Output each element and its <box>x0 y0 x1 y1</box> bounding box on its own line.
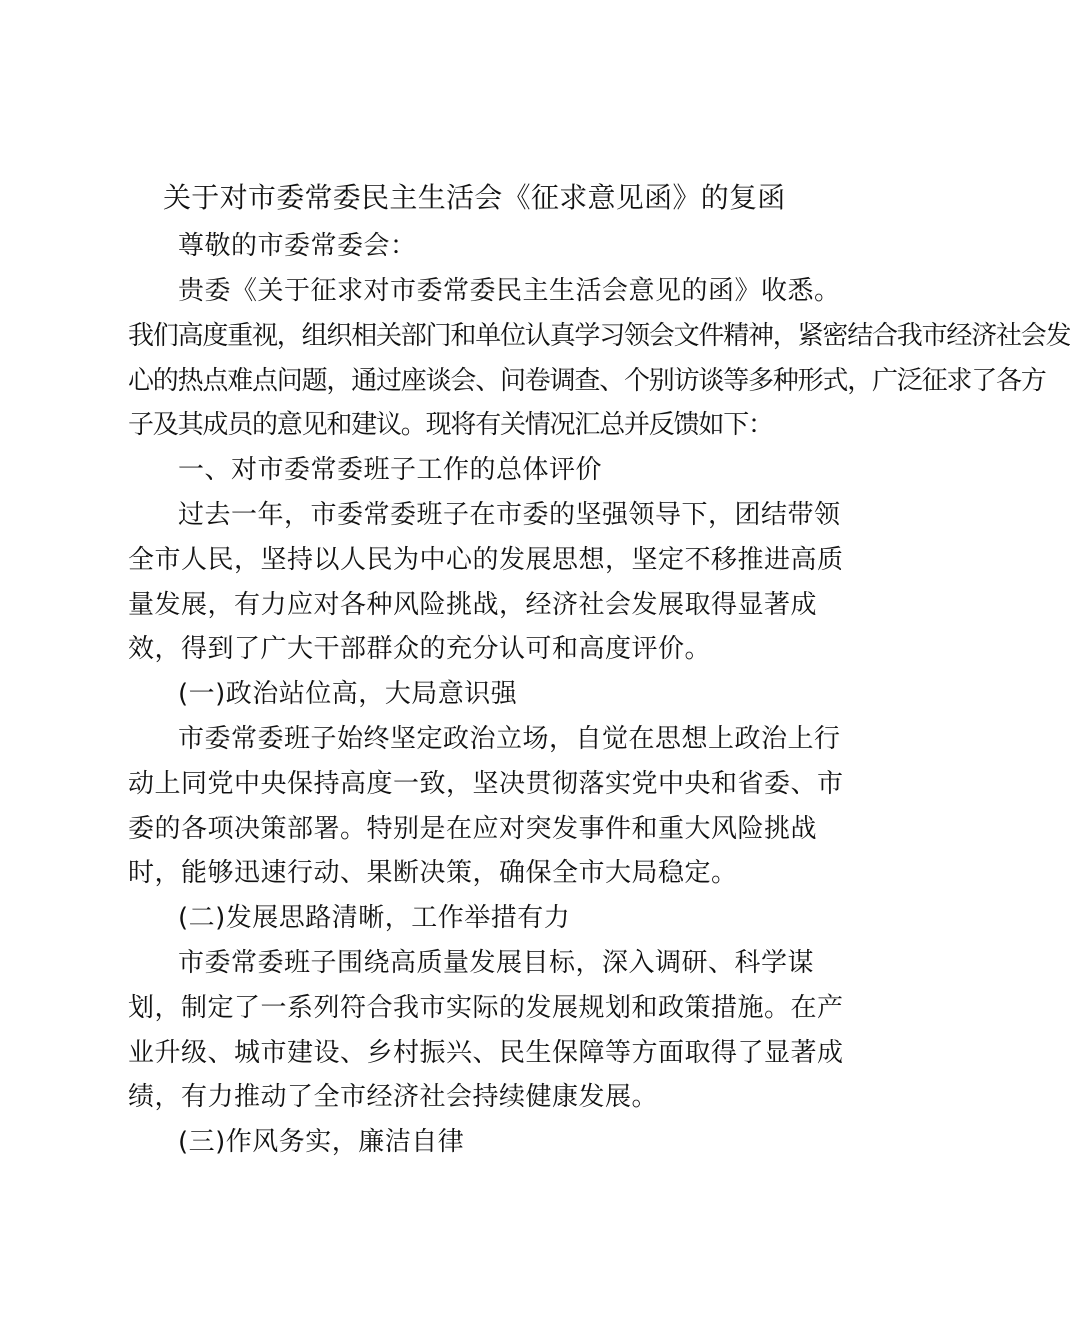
document-title: 关于对市委常委民主生活会《征求意见函》的复函 <box>163 181 786 214</box>
paragraph-line: 动上同党中央保持高度一致，坚决贯彻落实党中央和省委、市 <box>128 769 844 799</box>
subsection-heading: (二)发展思路清晰，工作举措有力 <box>178 903 571 933</box>
paragraph-line: 时，能够迅速行动、果断决策，确保全市大局稳定。 <box>128 858 738 888</box>
paragraph-line: 委的各项决策部署。特别是在应对突发事件和重大风险挑战 <box>128 814 818 844</box>
paragraph-line: 我们高度重视，组织相关部门和单位认真学习领会文件精神，紧密结合我市经济社会发 <box>128 321 1070 351</box>
paragraph-line: 划，制定了一系列符合我市实际的发展规划和政策措施。在产 <box>128 993 844 1023</box>
paragraph-line: 绩，有力推动了全市经济社会持续健康发展。 <box>128 1082 659 1112</box>
paragraph-line: 量发展，有力应对各种风险挑战，经济社会发展取得显著成 <box>128 590 818 620</box>
paragraph-line: 效，得到了广大干部群众的充分认可和高度评价。 <box>128 634 712 664</box>
paragraph-line: 心的热点难点问题，通过座谈会、问卷调查、个别访谈等多种形式，广泛征求了各方 <box>128 366 1046 396</box>
paragraph-line: 全市人民，坚持以人民为中心的发展思想，坚定不移推进高质 <box>128 545 844 575</box>
subsection-heading: (三)作风务实，廉洁自律 <box>178 1127 465 1157</box>
section-heading: 一、对市委常委班子工作的总体评价 <box>178 455 603 485</box>
paragraph-line: 子及其成员的意见和建议。现将有关情况汇总并反馈如下： <box>128 410 773 440</box>
paragraph-line: 业升级、城市建设、乡村振兴、民生保障等方面取得了显著成 <box>128 1038 844 1068</box>
paragraph-line: 市委常委班子围绕高质量发展目标，深入调研、科学谋 <box>178 948 815 978</box>
paragraph-line: 贵委《关于征求对市委常委民主生活会意见的函》收悉。 <box>178 276 841 306</box>
salutation: 尊敬的市委常委会： <box>178 231 417 261</box>
paragraph-line: 市委常委班子始终坚定政治立场，自觉在思想上政治上行 <box>178 724 841 754</box>
subsection-heading: (一)政治站位高，大局意识强 <box>178 679 518 709</box>
paragraph-line: 过去一年，市委常委班子在市委的坚强领导下，团结带领 <box>178 500 841 530</box>
